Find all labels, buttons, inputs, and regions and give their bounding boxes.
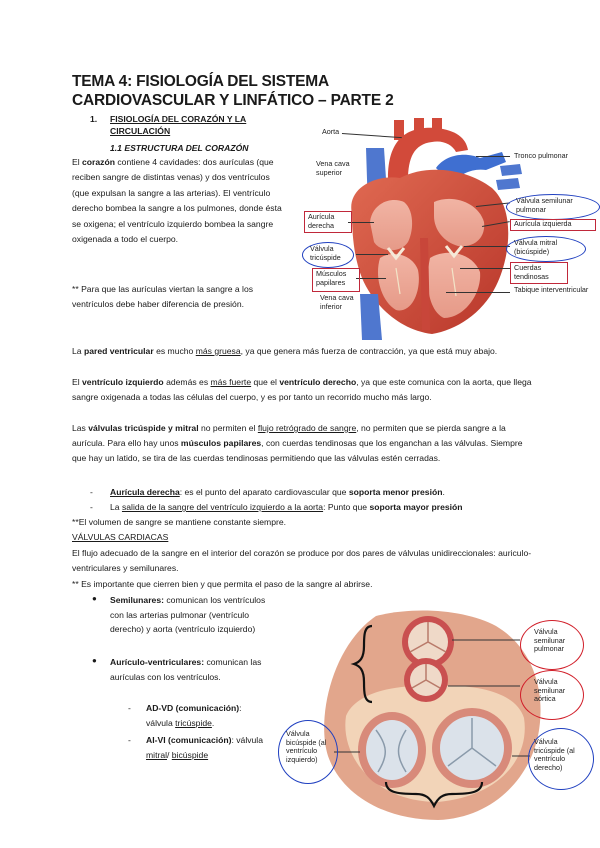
text-run: es mucho [153,346,196,356]
term-semilunares: Semilunares: [110,595,164,605]
text-run: comunican las aurículas con los ventrículos. [110,657,262,682]
label-valvula-semilunar: Válvula semilunar pulmonar [516,196,573,214]
text-run: comunican los ventrículos con las arterias pulmonar (ventrículo derecho) y aorta (ventrículo izquierdo) [110,595,266,635]
bullet-semilunares [110,593,270,637]
label-musculos-papilares: Músculos papilares [316,269,347,287]
label-auricula-derecha: Aurícula derecha [308,212,335,230]
label-aorta: Aorta [322,127,340,136]
term-ventriculo-izquierdo: ventrículo izquierdo [82,377,164,387]
paragraph-valvulas [72,421,534,467]
label-valvula-bicuspide: Válvula bicúspide (al ventrículo izquierdo) [286,729,327,764]
text-run: . [442,487,445,497]
text-run: / [167,749,172,760]
emphasis-mas-fuerte: más fuerte [210,377,252,387]
note-pressure: ** Para que las aurículas viertan la sangre a los ventrículos debe haber diferencia de presión. [72,284,254,310]
label-valvula-tricuspide: Válvula tricúspide [310,244,341,262]
paragraph-pared-ventricular [72,344,534,359]
sub-item-ad-vd [146,701,266,730]
term-ad-vd: AD-VD (comunicación) [146,703,240,713]
label-vena-cava-superior: Vena cava superior [316,159,350,177]
text-run: . [211,717,215,728]
term-auriculo-ventriculares: Aurículo-ventriculares: [110,657,205,667]
leader-line [446,292,510,293]
term-ventriculo-derecho: ventrículo derecho [279,377,357,387]
emphasis-mas-gruesa: más gruesa [195,346,241,356]
label-vena-cava-inferior: Vena cava inferior [320,293,354,311]
text-run: : válvula [146,703,242,728]
label-tabique-interventricular: Tabique interventricular [514,285,589,294]
text-run: , con cuerdas tendinosas que los enganchan a las válvulas. Siempre que hay un latido, se tira de las cuerdas tendinosas permitiendo que las válvulas estén cerradas. [72,438,523,464]
term-mayor-presion: soporta mayor presión [369,502,463,512]
text-run: El [72,157,83,167]
term-menor-presion: soporta menor presión [348,487,443,497]
bullet-marker: ● [92,656,97,665]
text-run: , no permiten que se pierda sangre a la aurícula. Para ello hay unos [72,423,506,449]
text-run: El [72,377,83,387]
emphasis-bicuspide: bicúspide [171,749,209,760]
label-tronco-pulmonar: Tronco pulmonar [514,151,569,160]
emphasis-tricuspide: tricúspide [175,717,212,728]
text-run: : válvula [231,735,263,745]
term-pared-ventricular: pared ventricular [83,346,154,356]
text-run: no permiten el [198,423,258,433]
term-ai-vi: AI-VI (comunicación) [146,735,232,745]
text-run: : es el punto del aparato cardiovascular que [179,487,349,497]
text-run: , ya que este comunica con la aorta, que llega sangre oxigenada a todas las células del cuerpo, y es por tanto un recorrido mucho más largo. [72,377,532,403]
heart-anatomy-figure [296,118,600,340]
heart-valves-figure [276,606,600,824]
emphasis-mitral: mitral [146,749,168,760]
text-run: contiene 4 cavidades: dos aurículas (que reciben sangre de distintas venas) y dos ventrículos (que expulsan la sangre a las arterias). El ventrículo derecho bombea la sangre a los pulmones, donde ésta se oxigena; el ventrículo izquierdo bombea la sangre oxigenada a todo el cuerpo. [72,157,282,245]
paragraph-ventriculo [72,375,534,405]
term-corazon: corazón [82,157,115,167]
label-semilunar-pulmonar: Válvula semilunar pulmonar [534,627,566,653]
leader-line [464,246,510,247]
leader-line [356,254,388,255]
section-number: 1. [90,114,98,124]
subsection-heading: 1.1 ESTRUCTURA DEL CORAZÓN [110,143,249,153]
leader-line [460,268,510,269]
emphasis-salida-aorta: salida de la sangre del ventrículo izquierdo a la aorta [121,502,324,512]
term-auricula-derecha: Aurícula derecha [110,487,180,497]
text-run: : Punto que [323,502,370,512]
text-run: Las [72,423,89,433]
page-title: TEMA 4: FISIOLOGÍA DEL SISTEMA CARDIOVASCULAR Y LINFÁTICO – PARTE 2 [72,73,394,109]
note-volumen: **El volumen de sangre se mantiene constante siempre. [72,517,287,527]
leader-line [476,156,510,157]
sub-item-ai-vi [146,733,266,762]
term-musculos-papilares: músculos papilares [180,438,262,449]
heading-valvulas-cardiacas: VÁLVULAS CARDIACAS [72,532,169,542]
label-cuerdas-tendinosas: Cuerdas tendinosas [514,263,549,281]
emphasis-flujo-retrogrado: flujo retrógrado de sangre [257,423,357,433]
text-run: La [72,346,84,356]
bullet-auriculo-ventriculares [110,655,270,684]
note-cierre: ** Es importante que cierren bien y que permita el paso de la sangre al abrirse. [72,579,373,589]
text-run: que el [251,377,280,387]
label-valvula-tricuspide-fig2: Válvula tricúspide (al ventrículo derecho) [534,737,575,772]
dash-marker: - [90,502,93,512]
section-label: FISIOLOGÍA DEL CORAZÓN Y LA CIRCULACIÓN [110,114,247,136]
label-valvula-mitral: Válvula mitral (bicúspide) [514,238,558,256]
paragraph-flujo: El flujo adecuado de la sangre en el interior del corazón se produce por dos pares de válvulas unidireccionales: auriculo-ventriculares y semilunares. [72,548,532,574]
dash-marker: - [128,703,131,713]
text-run: , ya que genera más fuerza de contracción, ya que está muy abajo. [240,346,498,356]
dash-marker: - [128,735,131,745]
bullet-marker: ● [92,594,97,603]
term-valvulas: válvulas tricúspide y mitral [88,423,199,433]
text-run: La [110,502,122,512]
text-run: además es [163,377,211,387]
dash-marker: - [90,487,93,497]
leader-line [356,278,386,279]
label-auricula-izquierda: Aurícula izquierda [514,219,572,228]
label-semilunar-aortica: Válvula semilunar aórtica [534,677,566,703]
intro-paragraph [72,155,284,247]
